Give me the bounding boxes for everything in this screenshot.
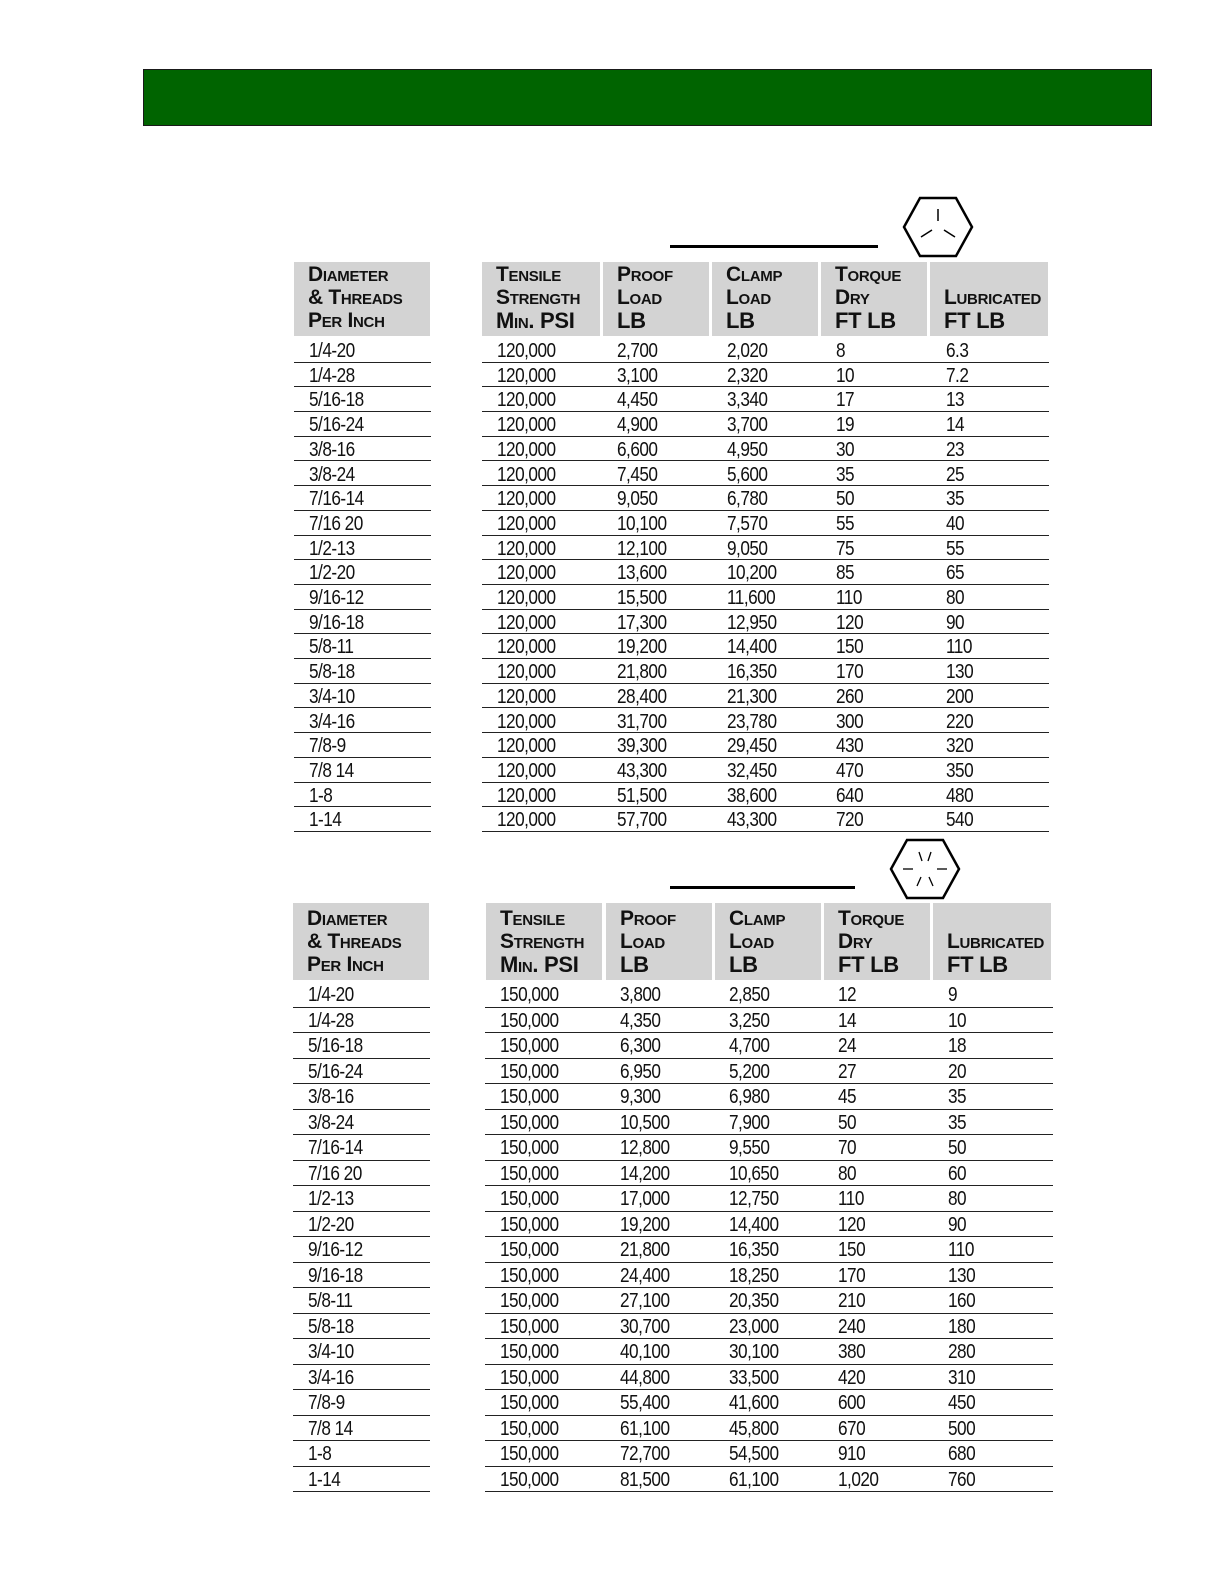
diameter-cell: 3/8-16 <box>309 438 355 461</box>
tensile-cell: 120,000 <box>497 340 556 362</box>
diameter-cell: 1/4-28 <box>309 364 355 387</box>
clamp-cell: 14,400 <box>729 1213 779 1236</box>
tensile-cell: 120,000 <box>497 661 556 684</box>
clamp-cell: 61,100 <box>729 1468 779 1491</box>
header-line: Lubricated <box>944 286 1042 309</box>
tensile-cell: 120,000 <box>497 537 556 560</box>
header-line: Load <box>726 286 771 309</box>
proof-cell: 43,300 <box>617 759 667 782</box>
diameter-cell: 5/8-18 <box>309 661 355 684</box>
header-line: Strength <box>500 930 585 953</box>
torque-dry-cell: 8 <box>836 340 846 362</box>
lubricated-cell: 14 <box>946 414 965 437</box>
tensile-cell: 150,000 <box>500 1239 559 1261</box>
lubricated-cell: 6.3 <box>946 340 969 362</box>
lubricated-cell: 200 <box>946 685 974 708</box>
diameter-cell: 1/4-28 <box>308 1009 354 1032</box>
lubricated-cell: 480 <box>946 784 974 807</box>
diameter-cell: 1/4-20 <box>308 984 354 1006</box>
torque-dry-cell: 12 <box>838 984 857 1006</box>
clamp-cell: 12,750 <box>729 1188 779 1210</box>
proof-cell: 3,800 <box>620 984 661 1006</box>
clamp-cell: 12,950 <box>727 611 777 634</box>
header-line: LB <box>729 952 758 977</box>
torque-dry-cell: 55 <box>836 512 855 535</box>
header-line: Load <box>620 930 665 953</box>
proof-cell: 81,500 <box>620 1468 670 1491</box>
clamp-cell: 30,100 <box>729 1341 779 1363</box>
diameter-cell: 5/8-18 <box>308 1315 354 1338</box>
lubricated-cell: 40 <box>946 512 965 535</box>
diameter-cell: 3/8-24 <box>309 463 355 486</box>
torque-dry-cell: 110 <box>836 587 862 609</box>
torque-dry-cell: 14 <box>838 1009 857 1032</box>
tensile-cell: 120,000 <box>497 587 556 609</box>
torque-dry-cell: 600 <box>838 1392 866 1414</box>
lubricated-cell: 130 <box>948 1264 976 1287</box>
torque-dry-cell: 75 <box>836 537 855 560</box>
diameter-cell: 7/16 20 <box>309 512 363 535</box>
header-banner <box>143 69 1152 126</box>
lubricated-cell: 9 <box>948 984 958 1006</box>
tensile-cell: 120,000 <box>497 463 556 486</box>
clamp-cell: 14,400 <box>727 636 777 659</box>
diameter-cell: 3/4-10 <box>309 685 355 708</box>
diameter-cell: 3/8-24 <box>308 1111 354 1134</box>
diameter-cell: 1/2-20 <box>308 1213 354 1236</box>
lubricated-cell: 130 <box>946 661 974 684</box>
diameter-cell: 9/16-12 <box>309 587 364 609</box>
torque-dry-cell: 260 <box>836 685 864 708</box>
clamp-cell: 7,900 <box>729 1111 770 1134</box>
clamp-cell: 2,320 <box>727 364 768 387</box>
header-line: Diameter <box>307 907 388 930</box>
header-tensile <box>486 903 602 980</box>
clamp-cell: 18,250 <box>729 1264 779 1287</box>
tensile-cell: 150,000 <box>500 1111 559 1134</box>
torque-dry-cell: 170 <box>838 1264 866 1287</box>
torque-dry-cell: 120 <box>838 1213 866 1236</box>
clamp-cell: 7,570 <box>727 512 768 535</box>
clamp-cell: 11,600 <box>727 587 776 609</box>
diameter-cell: 9/16-12 <box>308 1239 363 1261</box>
header-line: Strength <box>496 286 581 309</box>
torque-dry-cell: 380 <box>838 1341 866 1363</box>
torque-dry-cell: 50 <box>836 488 855 511</box>
tensile-cell: 120,000 <box>497 611 556 634</box>
tensile-cell: 120,000 <box>497 488 556 511</box>
header-line: FT LB <box>835 308 896 333</box>
header-diameter <box>294 262 430 336</box>
torque-dry-cell: 170 <box>836 661 864 684</box>
torque-dry-cell: 910 <box>838 1443 866 1465</box>
diameter-cell: 3/4-16 <box>308 1366 354 1389</box>
lubricated-cell: 350 <box>946 759 974 782</box>
diameter-cell: 7/8 14 <box>308 1417 353 1440</box>
header-torque <box>824 903 930 980</box>
proof-cell: 12,800 <box>620 1137 670 1159</box>
diameter-cell: 1-8 <box>309 784 333 807</box>
header-line: LB <box>726 308 755 333</box>
proof-cell: 44,800 <box>620 1366 670 1389</box>
torque-dry-cell: 670 <box>838 1417 866 1440</box>
tensile-cell: 150,000 <box>500 1137 559 1159</box>
proof-cell: 30,700 <box>620 1315 670 1338</box>
header-tensile <box>482 262 600 336</box>
clamp-cell: 3,340 <box>727 389 768 412</box>
header-line: Min. PSI <box>496 308 575 333</box>
tensile-cell: 150,000 <box>500 1264 559 1287</box>
clamp-cell: 2,020 <box>727 340 768 362</box>
clamp-cell: 20,350 <box>729 1290 779 1312</box>
proof-cell: 4,450 <box>617 389 658 412</box>
header-line: Torque <box>835 263 902 286</box>
lubricated-cell: 13 <box>946 389 965 412</box>
tensile-cell: 120,000 <box>497 512 556 535</box>
torque-dry-cell: 24 <box>838 1035 857 1057</box>
header-line: Per Inch <box>307 953 384 976</box>
lubricated-cell: 25 <box>946 463 965 486</box>
clamp-cell: 16,350 <box>729 1239 779 1261</box>
diameter-cell: 1-14 <box>309 809 342 832</box>
tensile-cell: 150,000 <box>500 1162 559 1185</box>
lubricated-cell: 310 <box>948 1366 976 1389</box>
torque-dry-cell: 720 <box>836 809 864 832</box>
tensile-cell: 150,000 <box>500 1392 559 1414</box>
clamp-cell: 41,600 <box>729 1392 779 1414</box>
lubricated-cell: 280 <box>948 1341 976 1363</box>
torque-dry-cell: 120 <box>836 611 864 634</box>
diameter-cell: 5/16-24 <box>308 1060 363 1083</box>
section-rule-grade-8 <box>670 886 855 889</box>
clamp-cell: 10,200 <box>727 562 777 585</box>
lubricated-cell: 90 <box>948 1213 967 1236</box>
torque-dry-cell: 10 <box>836 364 855 387</box>
proof-cell: 12,100 <box>617 537 667 560</box>
clamp-cell: 29,450 <box>727 735 777 758</box>
proof-cell: 21,800 <box>620 1239 670 1261</box>
lubricated-cell: 35 <box>946 488 965 511</box>
diameter-cell: 7/16-14 <box>308 1137 363 1159</box>
lubricated-cell: 80 <box>948 1188 967 1210</box>
clamp-cell: 23,000 <box>729 1315 779 1338</box>
diameter-cell: 5/8-11 <box>308 1290 353 1312</box>
tensile-cell: 120,000 <box>497 389 556 412</box>
clamp-cell: 2,850 <box>729 984 770 1006</box>
lubricated-cell: 18 <box>948 1035 967 1057</box>
grade-5-hex-head-icon <box>902 196 974 258</box>
tensile-cell: 120,000 <box>497 784 556 807</box>
header-line: Lubricated <box>947 930 1045 953</box>
lubricated-cell: 110 <box>946 636 972 659</box>
header-line: FT LB <box>944 308 1005 333</box>
header-line: Clamp <box>729 907 786 930</box>
diameter-cell: 5/16-18 <box>308 1035 363 1057</box>
diameter-cell: 9/16-18 <box>309 611 364 634</box>
clamp-cell: 9,050 <box>727 537 768 560</box>
proof-cell: 13,600 <box>617 562 667 585</box>
tensile-cell: 120,000 <box>497 414 556 437</box>
tensile-cell: 120,000 <box>497 710 556 733</box>
clamp-cell: 32,450 <box>727 759 777 782</box>
torque-dry-cell: 470 <box>836 759 864 782</box>
diameter-cell: 7/8-9 <box>309 735 346 758</box>
torque-dry-cell: 420 <box>838 1366 866 1389</box>
header-lubricated <box>930 262 1048 336</box>
tensile-cell: 120,000 <box>497 562 556 585</box>
tensile-cell: 150,000 <box>500 1060 559 1083</box>
diameter-cell: 7/16-14 <box>309 488 364 511</box>
header-line: Min. PSI <box>500 952 579 977</box>
proof-cell: 31,700 <box>617 710 667 733</box>
header-line: & Threads <box>307 930 402 953</box>
section-rule-grade-5 <box>670 245 878 248</box>
proof-cell: 17,300 <box>617 611 667 634</box>
lubricated-cell: 320 <box>946 735 974 758</box>
clamp-cell: 54,500 <box>729 1443 779 1465</box>
diameter-cell: 3/4-16 <box>309 710 355 733</box>
torque-dry-cell: 85 <box>836 562 855 585</box>
clamp-cell: 38,600 <box>727 784 777 807</box>
torque-dry-cell: 150 <box>836 636 864 659</box>
proof-cell: 57,700 <box>617 809 667 832</box>
clamp-cell: 6,980 <box>729 1086 770 1108</box>
proof-cell: 21,800 <box>617 661 667 684</box>
clamp-cell: 10,650 <box>729 1162 779 1185</box>
header-clamp <box>712 262 818 336</box>
torque-dry-cell: 300 <box>836 710 864 733</box>
header-proof <box>603 262 709 336</box>
tensile-cell: 150,000 <box>500 1417 559 1440</box>
tensile-cell: 150,000 <box>500 1468 559 1491</box>
proof-cell: 2,700 <box>617 340 658 362</box>
tensile-cell: 120,000 <box>497 685 556 708</box>
proof-cell: 7,450 <box>617 463 658 486</box>
lubricated-cell: 55 <box>946 537 965 560</box>
lubricated-cell: 80 <box>946 587 965 609</box>
proof-cell: 61,100 <box>620 1417 670 1440</box>
lubricated-cell: 450 <box>948 1392 976 1414</box>
proof-cell: 6,300 <box>620 1035 661 1057</box>
clamp-cell: 21,300 <box>727 685 777 708</box>
header-line: Load <box>617 286 662 309</box>
torque-dry-cell: 430 <box>836 735 864 758</box>
proof-cell: 15,500 <box>617 587 667 609</box>
lubricated-cell: 20 <box>948 1060 967 1083</box>
diameter-cell: 3/8-16 <box>308 1086 354 1108</box>
tensile-cell: 150,000 <box>500 1443 559 1465</box>
proof-cell: 3,100 <box>617 364 658 387</box>
torque-dry-cell: 19 <box>836 414 855 437</box>
torque-dry-cell: 30 <box>836 438 855 461</box>
clamp-cell: 16,350 <box>727 661 777 684</box>
torque-dry-cell: 240 <box>838 1315 866 1338</box>
header-line: Clamp <box>726 263 783 286</box>
lubricated-cell: 110 <box>948 1239 974 1261</box>
header-torque <box>821 262 927 336</box>
lubricated-cell: 23 <box>946 438 965 461</box>
tensile-cell: 120,000 <box>497 759 556 782</box>
tensile-cell: 120,000 <box>497 809 556 832</box>
diameter-cell: 9/16-18 <box>308 1264 363 1287</box>
lubricated-cell: 7.2 <box>946 364 969 387</box>
proof-cell: 9,300 <box>620 1086 661 1108</box>
lubricated-cell: 60 <box>948 1162 967 1185</box>
tensile-cell: 150,000 <box>500 1315 559 1338</box>
proof-cell: 40,100 <box>620 1341 670 1363</box>
lubricated-cell: 50 <box>948 1137 967 1159</box>
tensile-cell: 150,000 <box>500 1290 559 1312</box>
clamp-cell: 6,780 <box>727 488 768 511</box>
diameter-cell: 7/8-9 <box>308 1392 345 1414</box>
diameter-cell: 1/2-13 <box>308 1188 354 1210</box>
lubricated-cell: 65 <box>946 562 965 585</box>
proof-cell: 10,100 <box>617 512 667 535</box>
tensile-cell: 120,000 <box>497 636 556 659</box>
header-clamp <box>715 903 821 980</box>
clamp-cell: 43,300 <box>727 809 777 832</box>
diameter-cell: 1/2-20 <box>309 562 355 585</box>
header-line: Tensile <box>500 907 565 930</box>
torque-dry-cell: 27 <box>838 1060 857 1083</box>
header-line: Per Inch <box>308 309 385 332</box>
proof-cell: 51,500 <box>617 784 667 807</box>
tensile-cell: 150,000 <box>500 1086 559 1108</box>
tensile-cell: 120,000 <box>497 735 556 758</box>
clamp-cell: 23,780 <box>727 710 777 733</box>
tensile-cell: 120,000 <box>497 438 556 461</box>
tensile-cell: 150,000 <box>500 1341 559 1363</box>
tensile-cell: 150,000 <box>500 1213 559 1236</box>
torque-dry-cell: 110 <box>838 1188 864 1210</box>
lubricated-cell: 540 <box>946 809 974 832</box>
diameter-cell: 7/8 14 <box>309 759 354 782</box>
tensile-cell: 150,000 <box>500 1035 559 1057</box>
torque-dry-cell: 1,020 <box>838 1468 879 1491</box>
proof-cell: 4,350 <box>620 1009 661 1032</box>
proof-cell: 39,300 <box>617 735 667 758</box>
header-line: Dry <box>838 930 873 953</box>
tensile-cell: 120,000 <box>497 364 556 387</box>
proof-cell: 4,900 <box>617 414 658 437</box>
lubricated-cell: 680 <box>948 1443 976 1465</box>
header-diameter <box>293 903 429 980</box>
proof-cell: 19,200 <box>617 636 667 659</box>
diameter-cell: 5/8-11 <box>309 636 354 659</box>
proof-cell: 6,950 <box>620 1060 661 1083</box>
proof-cell: 19,200 <box>620 1213 670 1236</box>
header-line: LB <box>617 308 646 333</box>
torque-dry-cell: 70 <box>838 1137 857 1159</box>
proof-cell: 10,500 <box>620 1111 670 1134</box>
tensile-cell: 150,000 <box>500 1366 559 1389</box>
lubricated-cell: 10 <box>948 1009 967 1032</box>
lubricated-cell: 180 <box>948 1315 976 1338</box>
diameter-cell: 5/16-24 <box>309 414 364 437</box>
torque-dry-cell: 210 <box>838 1290 866 1312</box>
clamp-cell: 9,550 <box>729 1137 770 1159</box>
header-lubricated <box>933 903 1051 980</box>
header-line: Proof <box>617 263 673 286</box>
torque-dry-cell: 80 <box>838 1162 857 1185</box>
header-line: FT LB <box>947 952 1008 977</box>
clamp-cell: 5,600 <box>727 463 768 486</box>
proof-cell: 9,050 <box>617 488 658 511</box>
diameter-cell: 1/2-13 <box>309 537 355 560</box>
header-line: & Threads <box>308 286 403 309</box>
torque-dry-cell: 17 <box>836 389 855 412</box>
header-line: FT LB <box>838 952 899 977</box>
torque-dry-cell: 50 <box>838 1111 857 1134</box>
clamp-cell: 4,950 <box>727 438 768 461</box>
tensile-cell: 150,000 <box>500 1188 559 1210</box>
diameter-cell: 1-14 <box>308 1468 341 1491</box>
header-proof <box>606 903 712 980</box>
header-line: Dry <box>835 286 870 309</box>
tensile-cell: 150,000 <box>500 1009 559 1032</box>
torque-dry-cell: 45 <box>838 1086 857 1108</box>
diameter-cell: 3/4-10 <box>308 1341 354 1363</box>
tensile-cell: 150,000 <box>500 984 559 1006</box>
clamp-cell: 3,700 <box>727 414 768 437</box>
proof-cell: 55,400 <box>620 1392 670 1414</box>
proof-cell: 17,000 <box>620 1188 670 1210</box>
torque-dry-cell: 150 <box>838 1239 866 1261</box>
clamp-cell: 5,200 <box>729 1060 770 1083</box>
header-line: Proof <box>620 907 676 930</box>
lubricated-cell: 500 <box>948 1417 976 1440</box>
clamp-cell: 3,250 <box>729 1009 770 1032</box>
proof-cell: 14,200 <box>620 1162 670 1185</box>
diameter-cell: 7/16 20 <box>308 1162 362 1185</box>
header-line: Tensile <box>496 263 561 286</box>
header-line: Load <box>729 930 774 953</box>
lubricated-cell: 220 <box>946 710 974 733</box>
header-line: LB <box>620 952 649 977</box>
diameter-cell: 5/16-18 <box>309 389 364 412</box>
lubricated-cell: 35 <box>948 1111 967 1134</box>
proof-cell: 72,700 <box>620 1443 670 1465</box>
proof-cell: 27,100 <box>620 1290 670 1312</box>
header-line: Torque <box>838 907 905 930</box>
clamp-cell: 4,700 <box>729 1035 770 1057</box>
torque-dry-cell: 640 <box>836 784 864 807</box>
proof-cell: 6,600 <box>617 438 658 461</box>
header-line: Diameter <box>308 263 389 286</box>
diameter-cell: 1-8 <box>308 1443 332 1465</box>
proof-cell: 24,400 <box>620 1264 670 1287</box>
grade-8-hex-head-icon <box>889 838 961 900</box>
clamp-cell: 45,800 <box>729 1417 779 1440</box>
lubricated-cell: 90 <box>946 611 965 634</box>
clamp-cell: 33,500 <box>729 1366 779 1389</box>
lubricated-cell: 760 <box>948 1468 976 1491</box>
lubricated-cell: 160 <box>948 1290 976 1312</box>
proof-cell: 28,400 <box>617 685 667 708</box>
torque-dry-cell: 35 <box>836 463 855 486</box>
diameter-cell: 1/4-20 <box>309 340 355 362</box>
lubricated-cell: 35 <box>948 1086 967 1108</box>
